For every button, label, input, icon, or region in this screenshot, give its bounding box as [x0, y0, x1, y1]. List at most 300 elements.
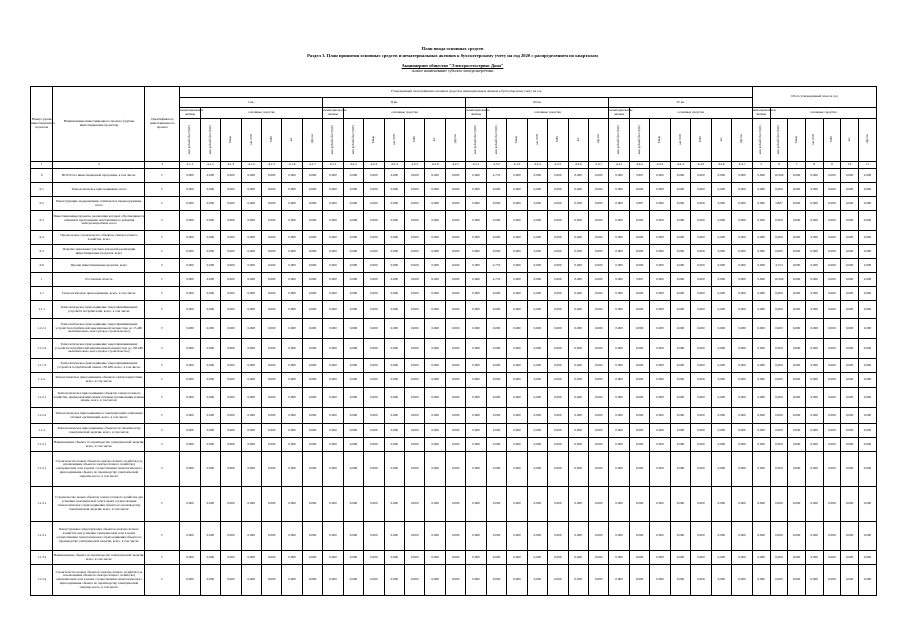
row-value: 0,000 — [711, 169, 731, 183]
unit-header: млн рублей (без НДС) — [629, 119, 649, 162]
row-value: 0,000 — [384, 273, 404, 287]
row-value: 0,000 — [261, 373, 281, 388]
row-value: 0,000 — [788, 373, 806, 388]
row-value: 0,000 — [841, 273, 859, 287]
row-value: 0,000 — [425, 359, 445, 373]
row-number: 1.1.1.3 — [31, 359, 53, 373]
row-value: 0,000 — [261, 319, 281, 339]
row-value: 0,000 — [770, 287, 788, 301]
row-value: 0,000 — [486, 319, 506, 339]
row-value: 0,000 — [805, 359, 823, 373]
row-value: 0,000 — [841, 487, 859, 522]
row-value: 0,000 — [691, 373, 711, 388]
row-value: 0,000 — [548, 273, 568, 287]
row-value: 0,000 — [650, 319, 670, 339]
row-name: Прочее новое строительство объектов электросетевого хозяйства, всего — [53, 231, 145, 245]
row-value: 0,000 — [241, 287, 261, 301]
row-value: 0,000 — [609, 551, 629, 565]
row-value: 0,000 — [548, 565, 568, 596]
row-value: 0,000 — [650, 301, 670, 319]
row-value: 0,000 — [568, 259, 588, 273]
table-row — [31, 388, 877, 408]
row-value: 0,000 — [221, 301, 241, 319]
row-value: 0,000 — [609, 424, 629, 438]
row-value: 0,000 — [180, 565, 200, 596]
row-value: 0,000 — [405, 565, 425, 596]
row-value: 0,000 — [384, 183, 404, 197]
row-value: 0,000 — [711, 245, 731, 259]
row-value: 0,000 — [343, 388, 363, 408]
row-value: 0,000 — [650, 487, 670, 522]
col-number: 4.3.6 — [568, 162, 588, 169]
row-value: 0,000 — [302, 183, 322, 197]
row-value: 0,000 — [770, 522, 788, 551]
row-value: 0,000 — [568, 183, 588, 197]
row-value: 0,000 — [770, 211, 788, 231]
row-value: 0,000 — [805, 438, 823, 452]
row-value: 0,000 — [323, 565, 343, 596]
row-value: 0,000 — [384, 388, 404, 408]
row-value: 0,000 — [548, 287, 568, 301]
row-value: 0,000 — [752, 259, 770, 273]
row-value: 0,000 — [200, 301, 220, 319]
row-value: 2,000 — [858, 169, 876, 183]
row-value: 0,000 — [323, 245, 343, 259]
row-value: 0,000 — [425, 273, 445, 287]
row-value: 0,000 — [343, 211, 363, 231]
row-value: 0,000 — [486, 245, 506, 259]
row-value: 0,000 — [823, 301, 841, 319]
row-value: 0,000 — [670, 287, 690, 301]
row-value: 0,000 — [691, 565, 711, 596]
row-value: 0,000 — [425, 408, 445, 424]
row-id: Г — [145, 231, 180, 245]
row-value: 0,000 — [221, 408, 241, 424]
unit-header: Другое — [588, 119, 608, 162]
table-row — [31, 565, 877, 596]
row-value: 0,000 — [691, 197, 711, 211]
row-value: 0,000 — [609, 438, 629, 452]
row-value: 0,000 — [548, 339, 568, 359]
row-value: 0,000 — [588, 522, 608, 551]
row-value: 0,000 — [323, 259, 343, 273]
row-value: 0,000 — [282, 452, 302, 487]
row-value: 0,000 — [588, 169, 608, 183]
row-value: 0,000 — [823, 183, 841, 197]
row-value: 0,000 — [425, 287, 445, 301]
quarter-header: III кв. — [466, 98, 609, 108]
row-value: 0,000 — [241, 373, 261, 388]
row-value: 0,000 — [858, 197, 876, 211]
row-value: 0,000 — [858, 522, 876, 551]
row-value: 0,000 — [261, 231, 281, 245]
row-value: 0,000 — [527, 259, 547, 273]
row-value: 0,000 — [670, 197, 690, 211]
row-value: 4,753 — [486, 259, 506, 273]
row-value: 0,000 — [486, 373, 506, 388]
row-value: 0,000 — [282, 438, 302, 452]
unit-header: млн рублей (без НДС) — [770, 119, 788, 162]
row-value: 0,000 — [241, 452, 261, 487]
row-value: 0,000 — [261, 388, 281, 408]
row-value: 0,000 — [752, 319, 770, 339]
row-value: 0,000 — [670, 452, 690, 487]
row-value: 0,000 — [261, 301, 281, 319]
col-number: 4.2.2 — [343, 162, 363, 169]
row-value: 0,000 — [588, 565, 608, 596]
row-value: 0,000 — [241, 438, 261, 452]
row-value: 0,000 — [200, 319, 220, 339]
row-value: 0,000 — [466, 551, 486, 565]
row-value: 0,000 — [343, 452, 363, 487]
row-value: 0,000 — [823, 408, 841, 424]
row-value: 0,000 — [548, 373, 568, 388]
row-id: Г — [145, 301, 180, 319]
row-value: 0,000 — [364, 438, 384, 452]
row-value: 0,000 — [180, 522, 200, 551]
row-value: 0,000 — [466, 408, 486, 424]
row-value: 0,000 — [343, 438, 363, 452]
row-value: 0,000 — [221, 565, 241, 596]
row-value: 0,000 — [241, 359, 261, 373]
row-value: 0,000 — [732, 319, 753, 339]
row-value: 0,000 — [805, 273, 823, 287]
row-value: 0,000 — [302, 452, 322, 487]
row-value: 0,000 — [486, 183, 506, 197]
row-value: 0,000 — [609, 197, 629, 211]
row-value: 0,000 — [711, 487, 731, 522]
row-value: 0,000 — [548, 183, 568, 197]
row-value: 0,000 — [788, 438, 806, 452]
row-value: 0,000 — [568, 301, 588, 319]
row-value: 0,000 — [823, 197, 841, 211]
row-value: 0,000 — [711, 319, 731, 339]
row-id: Г — [145, 319, 180, 339]
row-value: 0,000 — [841, 452, 859, 487]
row-value: 0,000 — [609, 487, 629, 522]
row-value: 0,000 — [445, 273, 465, 287]
row-value: 0,000 — [384, 438, 404, 452]
row-name: ВСЕГО по инвестиционной программе, в том числе: — [53, 169, 145, 183]
row-value: 0,000 — [841, 522, 859, 551]
row-value: 0,000 — [384, 211, 404, 231]
row-value: 0,000 — [241, 319, 261, 339]
row-value: 0,000 — [466, 388, 486, 408]
row-value: 0,000 — [445, 339, 465, 359]
row-name: Наименование объекта по производству электрической энергии, всего, в том числе: — [53, 551, 145, 565]
row-value: 0,000 — [405, 231, 425, 245]
row-value: 0,000 — [364, 373, 384, 388]
row-id: Г — [145, 339, 180, 359]
row-value: 0,000 — [691, 287, 711, 301]
row-value: 0,000 — [323, 169, 343, 183]
row-value: 0,000 — [732, 388, 753, 408]
row-value: 0,000 — [445, 522, 465, 551]
org-caption: полное наименование субъекта электроэнергетики — [0, 69, 905, 73]
row-value: 0,000 — [841, 388, 859, 408]
row-value: 0,000 — [858, 388, 876, 408]
row-value: 0,000 — [180, 487, 200, 522]
row-value: 0,000 — [670, 231, 690, 245]
row-value: 0,000 — [805, 245, 823, 259]
unit-header: Мвар — [788, 119, 806, 162]
row-value: 0,000 — [732, 408, 753, 424]
subgroup-os: основные средства — [770, 108, 876, 119]
col-header-id: Идентификатор инвестиционного проекта — [145, 87, 180, 162]
row-value: 0,000 — [670, 245, 690, 259]
row-value: 0,000 — [588, 183, 608, 197]
row-value: 0,000 — [823, 388, 841, 408]
unit-header: км ЛЭП — [527, 119, 547, 162]
col-number: 4.1.5 — [261, 162, 281, 169]
row-value: 0,000 — [770, 487, 788, 522]
row-value: 0,000 — [261, 551, 281, 565]
row-value: 0,000 — [711, 287, 731, 301]
row-value: 0,000 — [221, 339, 241, 359]
row-value: 0,000 — [629, 388, 649, 408]
row-value: 0,000 — [548, 424, 568, 438]
col-number: 6 — [770, 162, 788, 169]
table-row — [31, 408, 877, 424]
row-value: 0,000 — [180, 245, 200, 259]
row-value: 0,000 — [486, 424, 506, 438]
row-value: 0,000 — [823, 211, 841, 231]
col-number: 4.1.3 — [221, 162, 241, 169]
row-value: 0,000 — [670, 211, 690, 231]
row-value: 0,000 — [302, 565, 322, 596]
row-value: 0,000 — [323, 373, 343, 388]
row-value: 0,000 — [805, 487, 823, 522]
row-value: 0,000 — [732, 551, 753, 565]
row-value: 0,000 — [752, 169, 770, 183]
row-value: 0,000 — [629, 408, 649, 424]
row-value: 0,000 — [405, 273, 425, 287]
row-value: 0,000 — [805, 259, 823, 273]
row-value: 0,000 — [527, 452, 547, 487]
unit-header: млн рублей (без НДС) — [180, 119, 200, 162]
row-value: 0,000 — [732, 438, 753, 452]
row-value: 0,000 — [343, 319, 363, 339]
row-value: 0,000 — [732, 373, 753, 388]
unit-header: км ЛЭП — [241, 119, 261, 162]
row-value: 0,000 — [770, 408, 788, 424]
row-value: 0,000 — [323, 231, 343, 245]
row-value: 0,000 — [527, 522, 547, 551]
row-number: 1.1.3.1 — [31, 487, 53, 522]
row-value: 0,000 — [788, 408, 806, 424]
row-value: 0,000 — [752, 301, 770, 319]
row-value: 0,000 — [507, 452, 527, 487]
row-value: 0,000 — [858, 245, 876, 259]
row-value: 0,000 — [343, 359, 363, 373]
row-value: 0,000 — [343, 424, 363, 438]
row-value: 0,000 — [241, 408, 261, 424]
table-row — [31, 424, 877, 438]
row-value: 0,000 — [282, 259, 302, 273]
row-value: 10,560 — [770, 273, 788, 287]
row-name: Покупка земельных участков для целей реализации инвестиционных проектов, всего — [53, 245, 145, 259]
row-value: 0,000 — [384, 452, 404, 487]
row-value: 0,000 — [548, 438, 568, 452]
row-value: 0,000 — [858, 287, 876, 301]
table-row — [31, 259, 877, 273]
plan-table — [30, 86, 877, 596]
unit-header: млн рублей (без НДС) — [343, 119, 363, 162]
row-value: 0,000 — [282, 388, 302, 408]
row-value: 0,000 — [445, 183, 465, 197]
row-value: 0,000 — [384, 408, 404, 424]
row-value: 0,000 — [711, 522, 731, 551]
row-number: 1.1.3.2 — [31, 565, 53, 596]
row-value: 0,000 — [629, 452, 649, 487]
row-value: 0,000 — [241, 211, 261, 231]
row-value: 0,000 — [221, 359, 241, 373]
row-value: 0,000 — [788, 487, 806, 522]
row-value: 0,000 — [323, 551, 343, 565]
row-value: 0,000 — [609, 301, 629, 319]
row-value: 0,000 — [405, 373, 425, 388]
row-value: 0,000 — [405, 438, 425, 452]
row-value: 0,000 — [445, 211, 465, 231]
row-value: 0,000 — [241, 551, 261, 565]
row-value: 0,000 — [691, 211, 711, 231]
row-value: 0,000 — [823, 359, 841, 373]
row-value: 0,000 — [466, 438, 486, 452]
row-value: 0,000 — [302, 301, 322, 319]
row-value: 0,000 — [568, 565, 588, 596]
row-value: 0,000 — [670, 522, 690, 551]
row-value: 0,000 — [507, 522, 527, 551]
row-value: 0,000 — [261, 339, 281, 359]
row-value: 0,000 — [405, 169, 425, 183]
row-value: 0,000 — [841, 551, 859, 565]
row-value: 0,000 — [711, 551, 731, 565]
row-value: 0,000 — [548, 388, 568, 408]
row-value: 0,000 — [364, 259, 384, 273]
row-value: 0,000 — [384, 339, 404, 359]
row-value: 0,000 — [343, 408, 363, 424]
row-value: 0,000 — [841, 319, 859, 339]
row-value: 0,000 — [548, 487, 568, 522]
row-value: 0,000 — [282, 319, 302, 339]
col-header-plan: Утвержденный план принятия основных средств и нематериальных активов к бухгалтерскому учету на год — [180, 87, 753, 98]
row-value: 0,000 — [343, 301, 363, 319]
row-name: Технологическое присоединение объектов электросетевого хозяйства, принадлежащих иным сетевым организациям и иным лицам, всего, в том числе: — [53, 388, 145, 408]
row-value: 0,000 — [788, 452, 806, 487]
row-value: 0,000 — [425, 373, 445, 388]
row-value: 0,000 — [221, 197, 241, 211]
row-value: 0,000 — [486, 388, 506, 408]
row-value: 0,000 — [221, 522, 241, 551]
row-value: 0,000 — [466, 211, 486, 231]
row-value: 0,000 — [282, 273, 302, 287]
row-value: 0,000 — [507, 408, 527, 424]
row-value: 0,000 — [364, 424, 384, 438]
row-value: 0,000 — [858, 408, 876, 424]
row-value: 0,000 — [445, 359, 465, 373]
row-number: 1.1.1 — [31, 301, 53, 319]
row-value: 0,000 — [629, 259, 649, 273]
row-value: 0,000 — [180, 388, 200, 408]
row-value: 0,000 — [691, 245, 711, 259]
row-value: 0,000 — [364, 211, 384, 231]
row-id: Г — [145, 245, 180, 259]
row-value: 0,000 — [823, 245, 841, 259]
row-value: 0,000 — [241, 424, 261, 438]
col-number: 4.3.4 — [527, 162, 547, 169]
row-name: Технологическое присоединение, всего, в том числе: — [53, 287, 145, 301]
row-value: 0,000 — [732, 273, 753, 287]
row-value: 0,000 — [711, 231, 731, 245]
row-value: 5,807 — [770, 197, 788, 211]
row-value: 0,000 — [261, 487, 281, 522]
row-value: 0,000 — [384, 169, 404, 183]
row-value: 0,000 — [548, 245, 568, 259]
row-value: 0,000 — [466, 197, 486, 211]
row-value: 0,000 — [527, 183, 547, 197]
row-name: Строительство новых объектов электросетевого хозяйства (за исключением объектов электросетевого хозяйства) электрической сети в целях осуществления технологического присоединения объекта по производству электрической энергии, всего, в том числе: — [53, 565, 145, 596]
row-value: 0,000 — [425, 211, 445, 231]
row-value: 0,000 — [629, 287, 649, 301]
row-value: 0,000 — [405, 359, 425, 373]
row-value: 0,000 — [752, 424, 770, 438]
row-value: 0,000 — [823, 169, 841, 183]
row-value: 0,000 — [548, 359, 568, 373]
col-number: 4.3.2 — [486, 162, 506, 169]
row-value: 0,000 — [609, 231, 629, 245]
subgroup-nma: нематериальные активы — [466, 108, 486, 119]
row-value: 0,000 — [805, 424, 823, 438]
row-value: 0,000 — [841, 183, 859, 197]
row-value: 0,000 — [302, 169, 322, 183]
row-value: 0,000 — [752, 438, 770, 452]
row-value: 0,000 — [364, 273, 384, 287]
row-value: 0,000 — [364, 487, 384, 522]
row-value: 0,000 — [788, 183, 806, 197]
row-value: 0,000 — [805, 339, 823, 359]
unit-header: МВт — [548, 119, 568, 162]
row-value: 0,000 — [858, 487, 876, 522]
row-value: 0,000 — [858, 231, 876, 245]
row-value: 0,000 — [670, 388, 690, 408]
row-value: 0,000 — [711, 259, 731, 273]
table-row — [31, 452, 877, 487]
row-value: 0,000 — [650, 373, 670, 388]
row-value: 0,000 — [200, 339, 220, 359]
row-value: 0,000 — [805, 565, 823, 596]
row-value: 0,000 — [282, 551, 302, 565]
row-value: 0,000 — [180, 273, 200, 287]
col-number: 4.1.4 — [241, 162, 261, 169]
table-row — [31, 183, 877, 197]
row-value: 0,000 — [507, 319, 527, 339]
row-value: 0,000 — [752, 388, 770, 408]
row-value: 0,000 — [282, 408, 302, 424]
row-number: 1.1.3.1 — [31, 522, 53, 551]
row-value: 0,000 — [261, 259, 281, 273]
row-value: 0,000 — [445, 408, 465, 424]
row-value: 0,000 — [445, 197, 465, 211]
row-value: 0,000 — [486, 301, 506, 319]
col-number: 9 — [823, 162, 841, 169]
row-value: 0,000 — [343, 522, 363, 551]
row-value: 0,000 — [221, 438, 241, 452]
row-value: 0,000 — [527, 169, 547, 183]
row-value: 0,000 — [629, 301, 649, 319]
row-value: 0,000 — [770, 245, 788, 259]
col-number: 2 — [53, 162, 145, 169]
row-value: 0,000 — [364, 522, 384, 551]
